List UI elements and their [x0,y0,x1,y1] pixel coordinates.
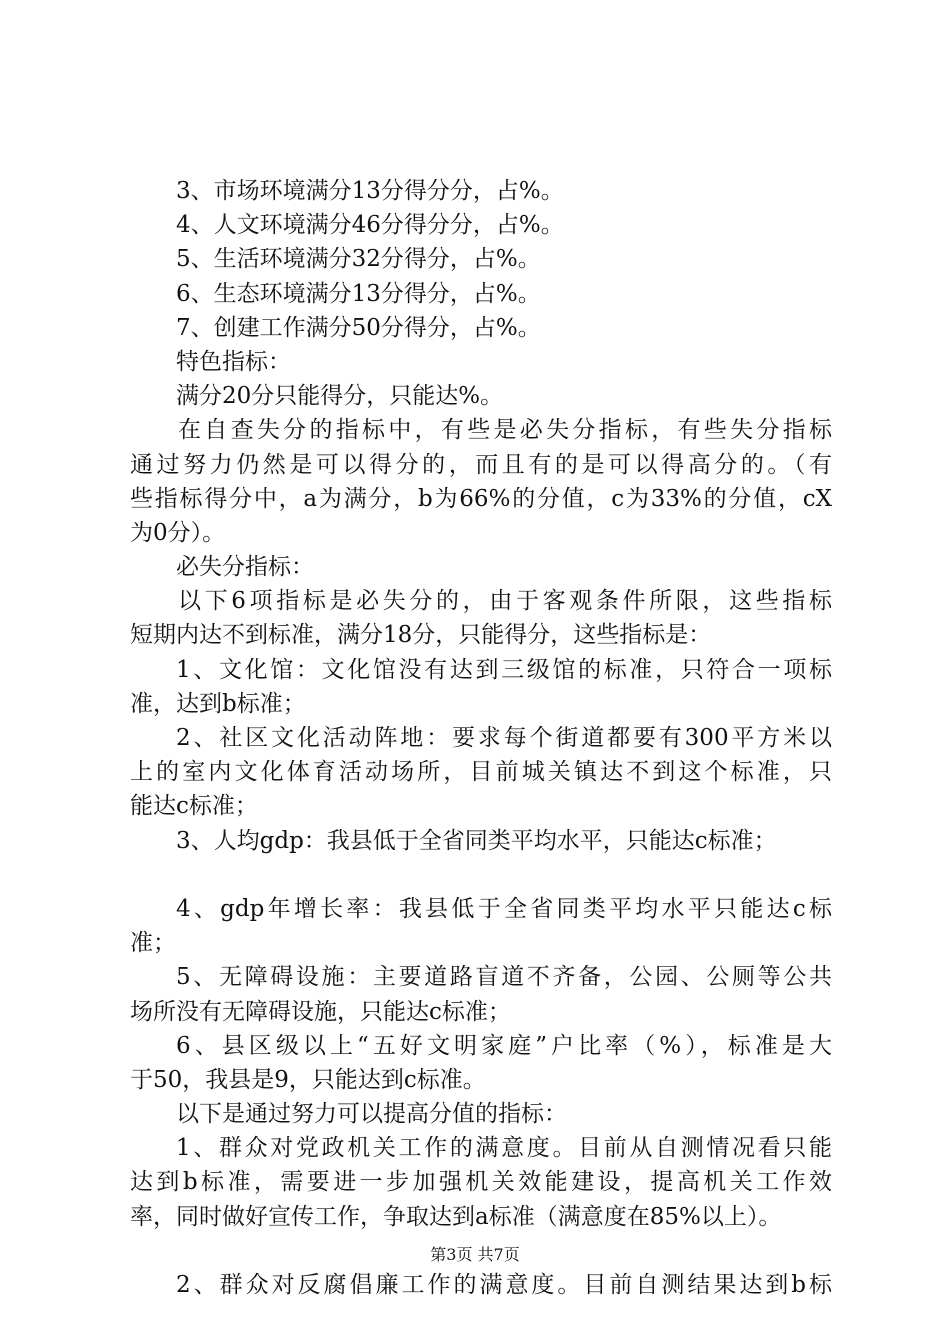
text-line: 场所没有无障碍设施，只能达c标准； [130,998,511,1025]
text-line: 4、人文环境满分46分得分分，占%。 [176,212,564,239]
section-heading: 以下是通过努力可以提高分值的指标： [176,1101,567,1128]
text-line: 3、人均gdp：我县低于全省同类平均水平，只能达c标准； [176,827,777,854]
text-line: 些指标得分中，a为满分，b为66%的分值，c为33%的分值，cX [130,485,832,512]
text-line: 在自查失分的指标中，有些是必失分指标，有些失分指标 [178,417,832,444]
text-line: 7、创建工作满分50分得分，占%。 [176,314,541,341]
text-line: 上的室内文化体育活动场所，目前城关镇达不到这个标准，只 [130,759,832,786]
text-line: 率，同时做好宣传工作，争取达到a标准（满意度在85%以上）。 [130,1203,782,1230]
text-line: 达到b标准，需要进一步加强机关效能建设，提高机关工作效 [130,1169,832,1196]
text-line: 准； [130,930,176,957]
page-footer [0,1245,950,1265]
page-number: 第3页 共7页 [430,1245,520,1264]
text-line: 能达c标准； [130,793,258,820]
text-line: 以下6项指标是必失分的，由于客观条件所限，这些指标 [178,588,832,615]
text-line: 短期内达不到标准，满分18分，只能得分，这些指标是： [130,622,712,649]
text-line: 通过努力仍然是可以得分的，而且有的是可以得高分的。（有 [130,451,832,478]
document-body [130,174,832,1302]
text-line: 为0分）。 [130,519,226,546]
text-line: 4、gdp年增长率：我县低于全省同类平均水平只能达c标 [176,895,832,922]
text-line: 于50，我县是9，只能达到c标准。 [130,1066,486,1093]
text-line: 1、文化馆：文化馆没有达到三级馆的标准，只符合一项标 [176,656,832,683]
text-line: 5、生活环境满分32分得分，占%。 [176,246,541,273]
text-line: 准，达到b标准； [130,690,306,717]
blank-line [130,858,832,892]
section-heading: 必失分指标： [176,554,314,581]
text-line: 2、社区文化活动阵地：要求每个街道都要有300平方米以 [176,725,832,751]
text-line: 5、无障碍设施：主要道路盲道不齐备，公园、公厕等公共 [176,964,832,991]
text-line: 3、市场环境满分13分得分分，占%。 [176,178,564,204]
text-line: 6、县区级以上“五好文明家庭”户比率（%），标准是大 [176,1032,832,1059]
text-line: 满分20分只能得分，只能达%。 [176,383,504,410]
text-line: 2、群众对反腐倡廉工作的满意度。目前自测结果达到b标 [176,1272,832,1298]
section-heading: 特色指标： [176,348,291,375]
text-line: 6、生态环境满分13分得分，占%。 [176,280,541,307]
text-line: 1、群众对党政机关工作的满意度。目前从自测情况看只能 [176,1135,832,1162]
